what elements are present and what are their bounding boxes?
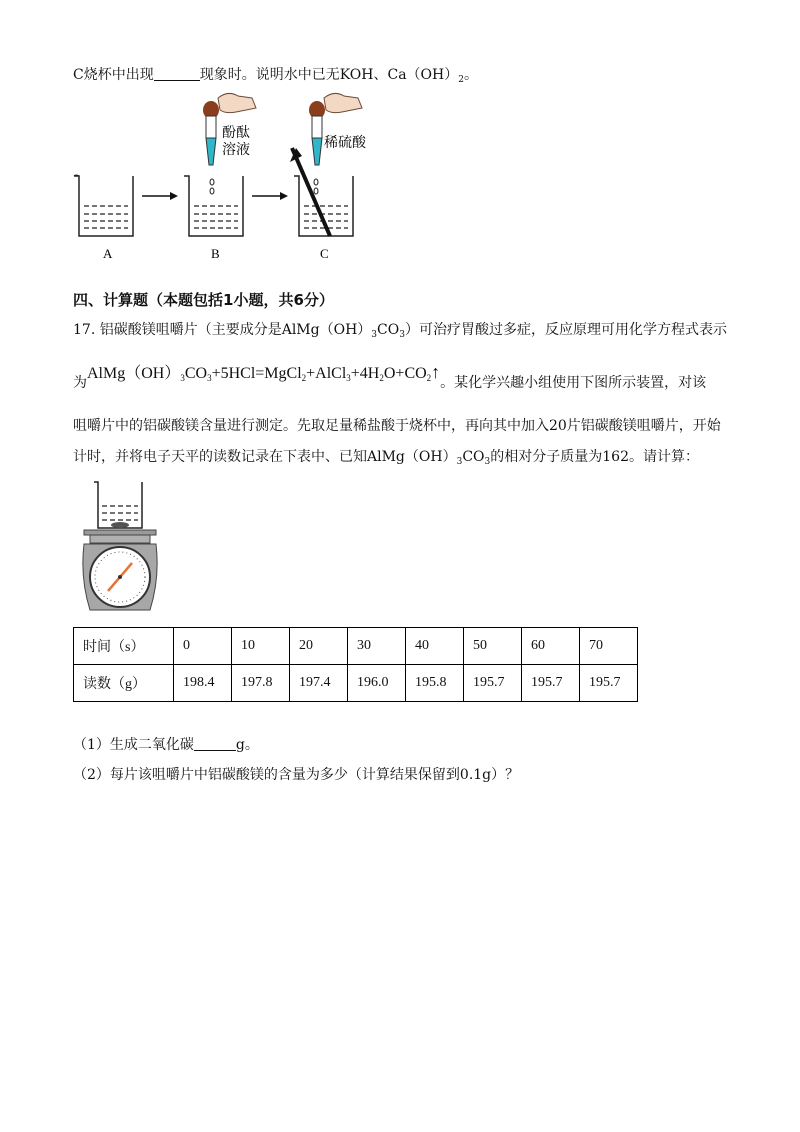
figure-label: A: [103, 246, 113, 261]
text-segment: ）可治疗胃酸过多症，反应原理可用化学方程式表示: [404, 322, 727, 338]
text-segment: 计时，并将电子天平的读数记录在下表中、已知AlMg（OH）: [73, 449, 457, 465]
arrow-right-icon: [142, 192, 178, 200]
answer-blank[interactable]: [154, 66, 200, 81]
table-cell: 195.8: [406, 665, 464, 702]
table-cell: 196.0: [348, 665, 406, 702]
table-cell: 195.7: [464, 665, 522, 702]
question-line: [73, 320, 727, 340]
figure-label: C: [320, 246, 329, 261]
chemical-equation: $AlMg(OH)_3CO_3+5HCl=MgCl_2+AlCl_3+4H_2O+CO_2↑$: [87, 362, 441, 383]
dropper-label: 溶液: [222, 143, 250, 158]
glass-rod: [292, 148, 330, 236]
text-segment: 17. 铝碳酸镁咀嚼片（主要成分是AlMg（OH）: [73, 322, 372, 338]
table-cell: 10: [232, 628, 290, 665]
beaker-b: [184, 176, 243, 236]
table-cell: 30: [348, 628, 406, 665]
figure-label: B: [211, 246, 220, 261]
beaker-experiment-figure: [0, 90, 800, 270]
balance-apparatus-figure: [76, 478, 166, 618]
table-cell: 60: [522, 628, 580, 665]
subscript: 2: [458, 75, 464, 85]
table-cell: 20: [290, 628, 348, 665]
text-segment: g。: [235, 737, 259, 753]
text-segment: CO: [462, 449, 485, 465]
data-table: [73, 627, 638, 702]
subscript: 3: [399, 330, 405, 340]
table-cell: 198.4: [174, 665, 232, 702]
text-segment: C烧杯中出现: [73, 67, 154, 83]
subscript: 3: [371, 330, 378, 340]
table-cell: 197.4: [290, 665, 348, 702]
text-segment: （1）生成二氧化碳: [73, 737, 194, 753]
beaker-c: [294, 176, 353, 236]
text-segment: 为: [73, 375, 87, 391]
table-cell: 40: [406, 628, 464, 665]
fill-in-line: [73, 65, 478, 85]
sub-question-2: （2）每片该咀嚼片中铝碳酸镁的含量为多少（计算结果保留到0.1g）？: [73, 767, 520, 783]
answer-blank[interactable]: [194, 736, 236, 751]
table-cell: 195.7: [522, 665, 580, 702]
question-line: [73, 416, 721, 436]
beaker-a: [74, 175, 133, 236]
table-row: [74, 628, 638, 665]
subscript: 3: [456, 457, 463, 467]
question-line: [73, 447, 699, 467]
dropper-label: 酚酞: [222, 126, 250, 141]
text-segment: 。某化学兴趣小组使用下图所示装置，对该: [440, 375, 707, 391]
table-header-cell: 读数（g）: [74, 665, 174, 702]
text-segment: 咀嚼片中的铝碳酸镁含量进行测定。先取足量稀盐酸于烧杯中，再向其中加入20片铝碳酸镁咀嚼片，开始: [73, 418, 721, 434]
dropper-icon: [309, 93, 362, 165]
text-segment: 。: [463, 67, 478, 83]
table-header-cell: 时间（s）: [74, 628, 174, 665]
table-cell: 197.8: [232, 665, 290, 702]
text-segment: 现象时。说明水中已无KOH、Ca（OH）: [199, 67, 459, 83]
balance-scale-icon: [83, 530, 157, 610]
subscript: 3: [484, 457, 491, 467]
arrow-right-icon: [252, 192, 288, 200]
table-cell: 195.7: [580, 665, 638, 702]
equation-line: [73, 362, 707, 391]
text-segment: CO: [377, 322, 400, 338]
sub-question-1: [73, 735, 259, 755]
table-row: [74, 665, 638, 702]
gas-arrow-up-icon: ↑: [431, 362, 441, 382]
section-heading: 四、计算题（本题包括1小题，共6分）: [73, 291, 334, 309]
dropper-label: 稀硫酸: [324, 136, 366, 151]
table-cell: 50: [464, 628, 522, 665]
table-cell: 0: [174, 628, 232, 665]
beaker-on-balance: [94, 482, 142, 528]
text-segment: 的相对分子质量为162。请计算：: [490, 449, 699, 465]
table-cell: 70: [580, 628, 638, 665]
